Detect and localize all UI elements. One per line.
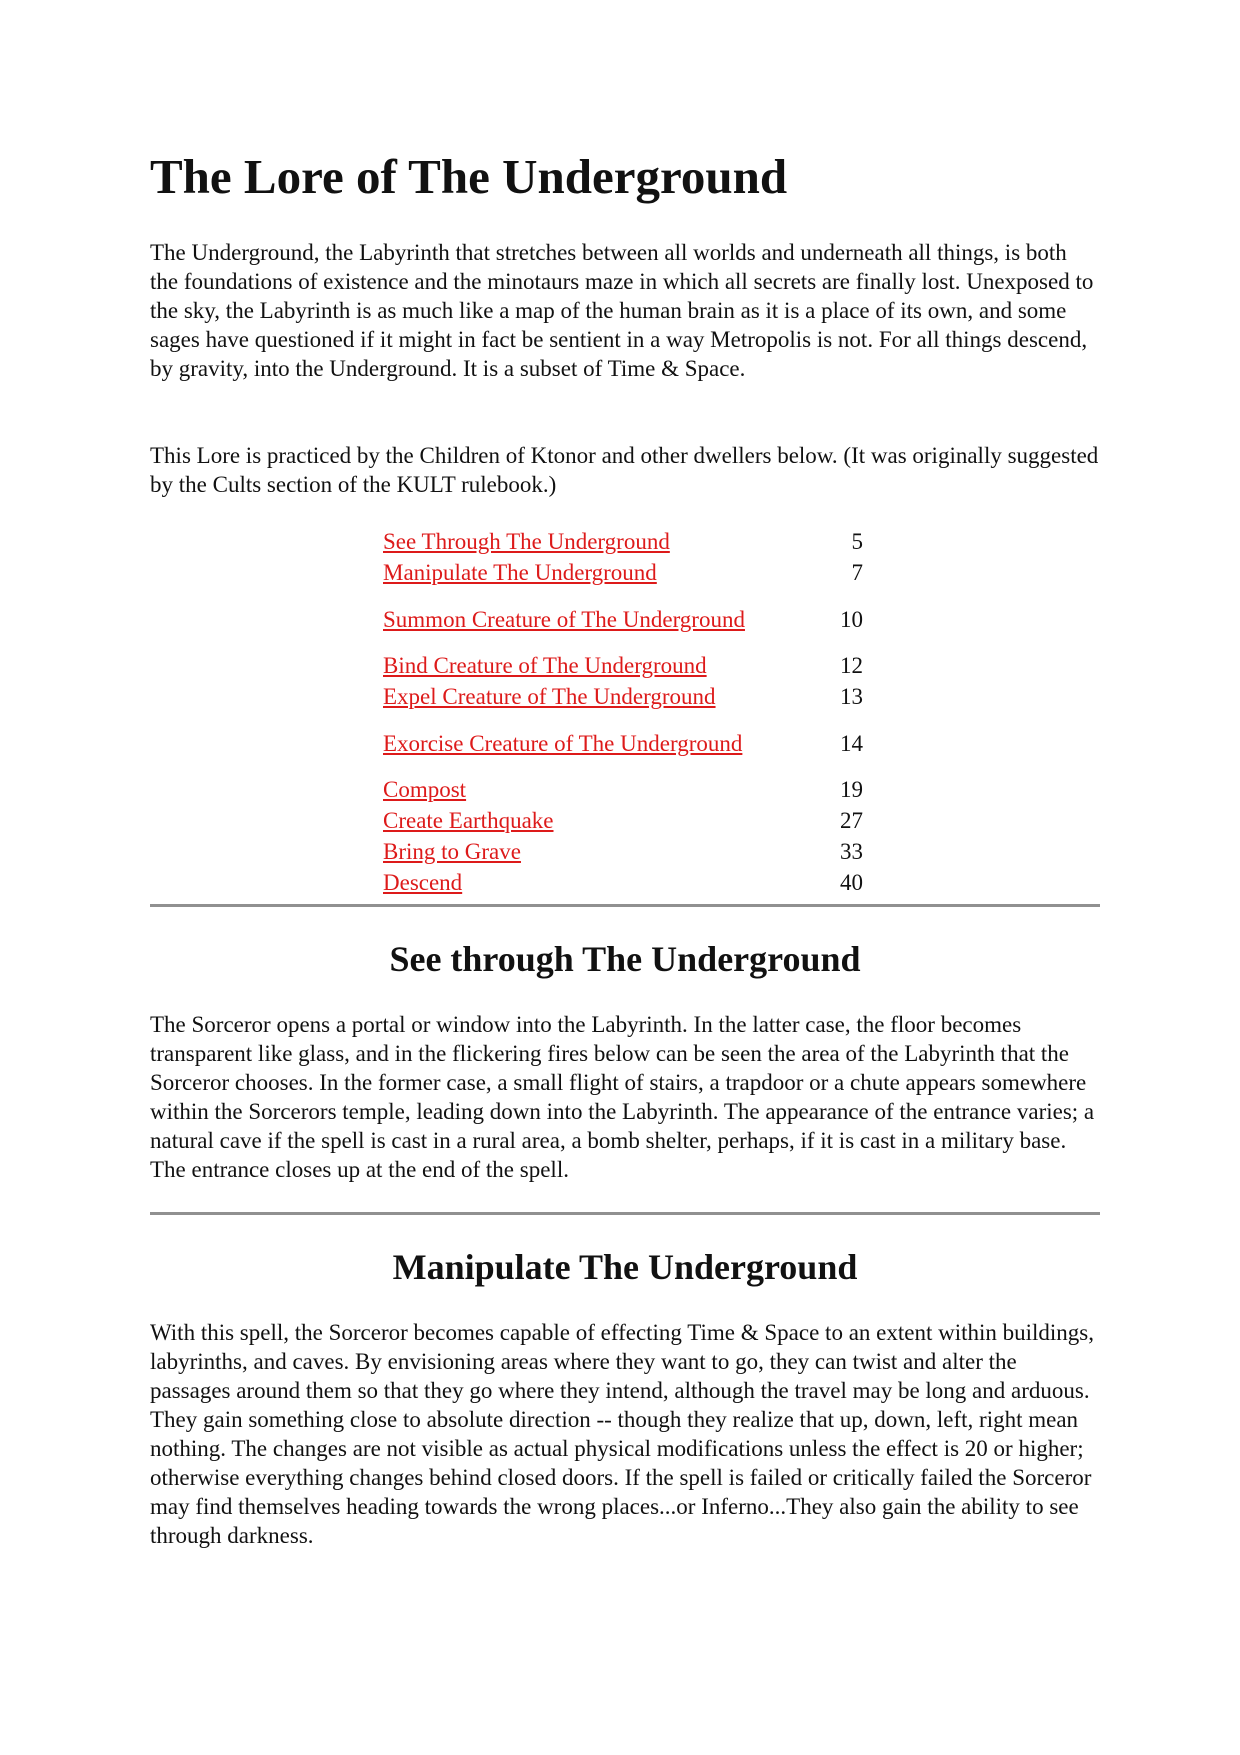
toc-row [383, 681, 873, 712]
toc-page-number: 40 [840, 870, 863, 895]
toc-link-manipulate[interactable]: Manipulate The Underground [383, 560, 657, 585]
toc-row [383, 650, 873, 681]
toc-row [383, 526, 873, 557]
toc-page-number: 7 [851, 560, 863, 585]
toc-page-number: 10 [840, 606, 863, 632]
intro-paragraph: The Underground, the Labyrinth that stretches between all worlds and underneath all things, is both the foundations of existence and the minotaurs maze in which all secrets are finally lost. Unexposed to the sky, the Labyrinth is as much like a map of the human brain as it is a place of its own, and some sages have questioned if it might in fact be sentient in a way Metropolis is not. For all things descend, by gravity, into the Underground. It is a subset of Time & Space. [150, 240, 1094, 381]
toc-link-bind-creature[interactable]: Bind Creature of The Underground [383, 653, 707, 678]
toc-row [383, 774, 873, 805]
section-text-see-through: The Sorceror opens a portal or window into the Labyrinth. In the latter case, the floor becomes transparent like glass, and in the flickering fires below can be seen the area of the Labyrinth that the Sorceror chooses. In the former case, a small flight of stairs, a trapdoor or a chute appears somewhere within the Sorcerors temple, leading down into the Labyrinth. The appearance of the entrance varies; a natural cave if the spell is cast in a rural area, a bomb shelter, perhaps, if it is cast in a military base. The entrance closes up at the end of the spell. [150, 1012, 1095, 1182]
toc-row [383, 588, 873, 650]
section-divider [150, 904, 1100, 907]
section-heading-manipulate: Manipulate The Underground [392, 1247, 858, 1287]
toc-link-summon-creature[interactable]: Summon Creature of The Underground [383, 606, 745, 632]
toc-row [383, 557, 873, 588]
toc-page-number: 12 [840, 653, 863, 678]
section-divider [150, 1212, 1100, 1215]
toc-link-see-through[interactable]: See Through The Underground [383, 529, 670, 554]
toc-row [383, 867, 873, 898]
section-text-manipulate: With this spell, the Sorceror becomes capable of effecting Time & Space to an extent within buildings, labyrinths, and caves. By envisioning areas where they want to go, they can twist and alter the passages around them so that they go where they intend, although the travel may be long and arduous. They gain something close to absolute direction -- though they realize that up, down, left, right mean nothing. The changes are not visible as actual physical modifications unless the effect is 20 or higher; otherwise everything changes behind closed doors. If the spell is failed or critically failed the Sorceror may find themselves heading towards the wrong places...or Inferno...They also gain the ability to see through darkness. [150, 1320, 1094, 1548]
intro-paragraph: This Lore is practiced by the Children of Ktonor and other dwellers below. (It was originally suggested by the Cults section of the KULT rulebook.) [150, 443, 1099, 497]
toc-link-descend[interactable]: Descend [383, 870, 463, 895]
toc-link-compost[interactable]: Compost [383, 777, 467, 802]
table-of-contents [383, 526, 873, 898]
toc-page-number: 27 [840, 808, 863, 833]
toc-row [383, 836, 873, 867]
toc-link-create-earthquake[interactable]: Create Earthquake [383, 808, 554, 833]
toc-page-number: 19 [840, 777, 863, 802]
toc-page-number: 14 [840, 730, 863, 756]
toc-link-bring-to-grave[interactable]: Bring to Grave [383, 839, 521, 864]
section-heading-see-through: See through The Underground [389, 939, 861, 979]
toc-row [383, 712, 873, 774]
toc-link-expel-creature[interactable]: Expel Creature of The Underground [383, 684, 716, 709]
toc-page-number: 5 [851, 529, 863, 554]
toc-page-number: 13 [840, 684, 863, 709]
toc-row [383, 805, 873, 836]
toc-link-exorcise-creature[interactable]: Exorcise Creature of The Underground [383, 730, 743, 756]
toc-page-number: 33 [840, 839, 863, 864]
page-title: The Lore of The Underground [150, 149, 788, 204]
